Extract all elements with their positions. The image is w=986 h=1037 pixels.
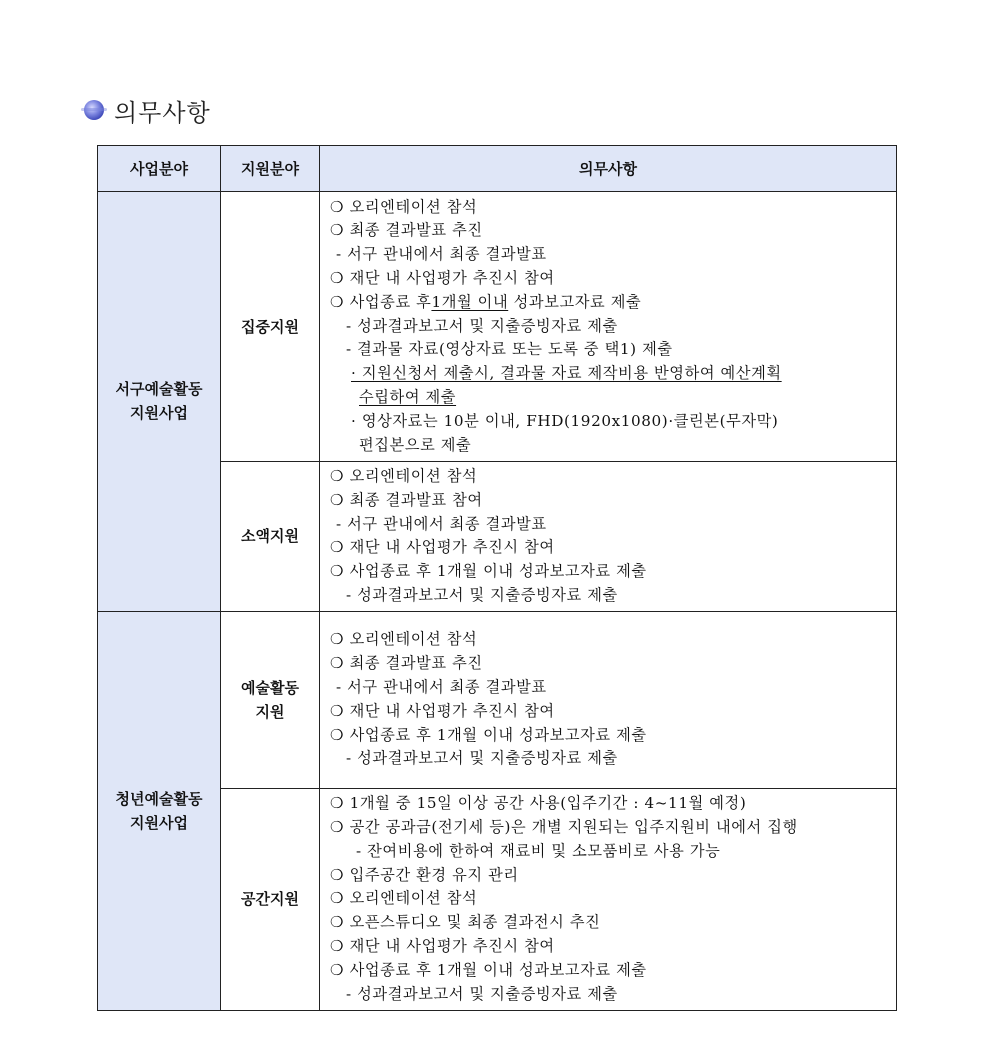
duty-line: ❍ 최종 결과발표 참여	[330, 490, 483, 509]
duty-line: - 성과결과보고서 및 지출증빙자료 제출	[346, 749, 618, 768]
category-cell	[98, 192, 221, 612]
support-type-cell: 집중지원	[221, 192, 320, 462]
support-type-cell	[221, 611, 320, 788]
header-support-field: 지원분야	[221, 146, 320, 192]
category-label-2-line-2: 지원사업	[130, 813, 188, 832]
duties-cell	[320, 192, 897, 462]
duty-line: ❍ 오리엔테이션 참석	[330, 467, 478, 485]
duties-cell	[320, 462, 897, 612]
category-label-2-line-1: 청년예술활동	[115, 789, 203, 808]
duty-line: ❍ 입주공간 환경 유지 관리	[330, 865, 519, 884]
category-label-1-line-2: 지원사업	[130, 404, 188, 423]
support-type-line-1: 예술활동	[241, 678, 299, 697]
duty-line: - 성과결과보고서 및 지출증빙자료 제출	[346, 316, 618, 335]
duty-line: ❍ 오리엔테이션 참석	[330, 197, 478, 216]
duty-line	[330, 386, 892, 410]
duty-line: ❍ 오픈스튜디오 및 최종 결과전시 추진	[330, 913, 601, 932]
duty-text: ❍ 사업종료 후	[330, 292, 432, 311]
table-header-row	[98, 146, 897, 192]
support-type-cell: 공간지원	[221, 788, 320, 1010]
section-heading	[84, 92, 211, 128]
duty-line: - 잔여비용에 한하여 재료비 및 소모품비로 사용 가능	[356, 841, 721, 860]
duty-line: ❍ 재단 내 사업평가 추진시 참여	[330, 701, 555, 720]
duty-line: ❍ 재단 내 사업평가 추진시 참여	[330, 269, 555, 287]
duty-line: ❍ 사업종료 후 1개월 이내 성과보고자료 제출	[330, 725, 647, 744]
duty-text-underlined: · 지원신청서 제출시, 결과물 자료 제작비용 반영하여 예산계획	[351, 364, 782, 383]
category-cell	[98, 611, 221, 1010]
header-business-field: 사업분야	[98, 146, 221, 192]
section-title: 의무사항	[114, 98, 211, 127]
duty-line: ❍ 최종 결과발표 추진	[330, 654, 483, 673]
duty-line: ❍ 재단 내 사업평가 추진시 참여	[330, 936, 555, 955]
duty-text-underlined: 수립하여 제출	[359, 387, 457, 406]
duty-line	[330, 291, 892, 315]
duty-line: - 서구 관내에서 최종 결과발표	[336, 245, 547, 264]
duty-line: ❍ 공간 공과금(전기세 등)은 개별 지원되는 입주지원비 내에서 집행	[330, 817, 798, 836]
duty-line: ❍ 재단 내 사업평가 추진시 참여	[330, 538, 555, 557]
support-type-line-2: 지원	[255, 702, 285, 721]
duty-line: ❍ 오리엔테이션 참석	[330, 889, 478, 908]
table-row	[98, 611, 897, 788]
bullet-icon	[84, 100, 104, 120]
duty-line: ❍ 최종 결과발표 추진	[330, 221, 483, 240]
duties-table	[97, 145, 897, 1011]
duty-text-underlined: 1개월 이내	[431, 292, 509, 311]
duty-line: - 결과물 자료(영상자료 또는 도록 중 택1) 제출	[346, 340, 673, 359]
duty-text: 성과보고자료 제출	[513, 292, 642, 311]
duties-cell	[320, 788, 897, 1010]
duty-line: - 서구 관내에서 최종 결과발표	[336, 514, 547, 533]
category-label-1-line-1: 서구예술활동	[115, 380, 203, 399]
duty-line	[330, 362, 892, 386]
duty-line: - 성과결과보고서 및 지출증빙자료 제출	[346, 984, 618, 1003]
support-type-cell: 소액지원	[221, 462, 320, 612]
duty-line: ❍ 사업종료 후 1개월 이내 성과보고자료 제출	[330, 562, 647, 581]
table-row	[98, 192, 897, 462]
duty-line: ❍ 오리엔테이션 참석	[330, 630, 478, 649]
duties-cell	[320, 611, 897, 788]
duty-line: - 서구 관내에서 최종 결과발표	[336, 677, 547, 696]
duty-line: 편집본으로 제출	[359, 435, 472, 454]
duty-line: - 성과결과보고서 및 지출증빙자료 제출	[346, 585, 618, 604]
duty-line: ❍ 사업종료 후 1개월 이내 성과보고자료 제출	[330, 960, 647, 979]
header-duties: 의무사항	[320, 146, 897, 192]
duty-line: ❍ 1개월 중 15일 이상 공간 사용(입주기간 : 4~11월 예정)	[330, 794, 747, 813]
duty-line: · 영상자료는 10분 이내, FHD(1920x1080)·클린본(무자막)	[351, 411, 779, 430]
